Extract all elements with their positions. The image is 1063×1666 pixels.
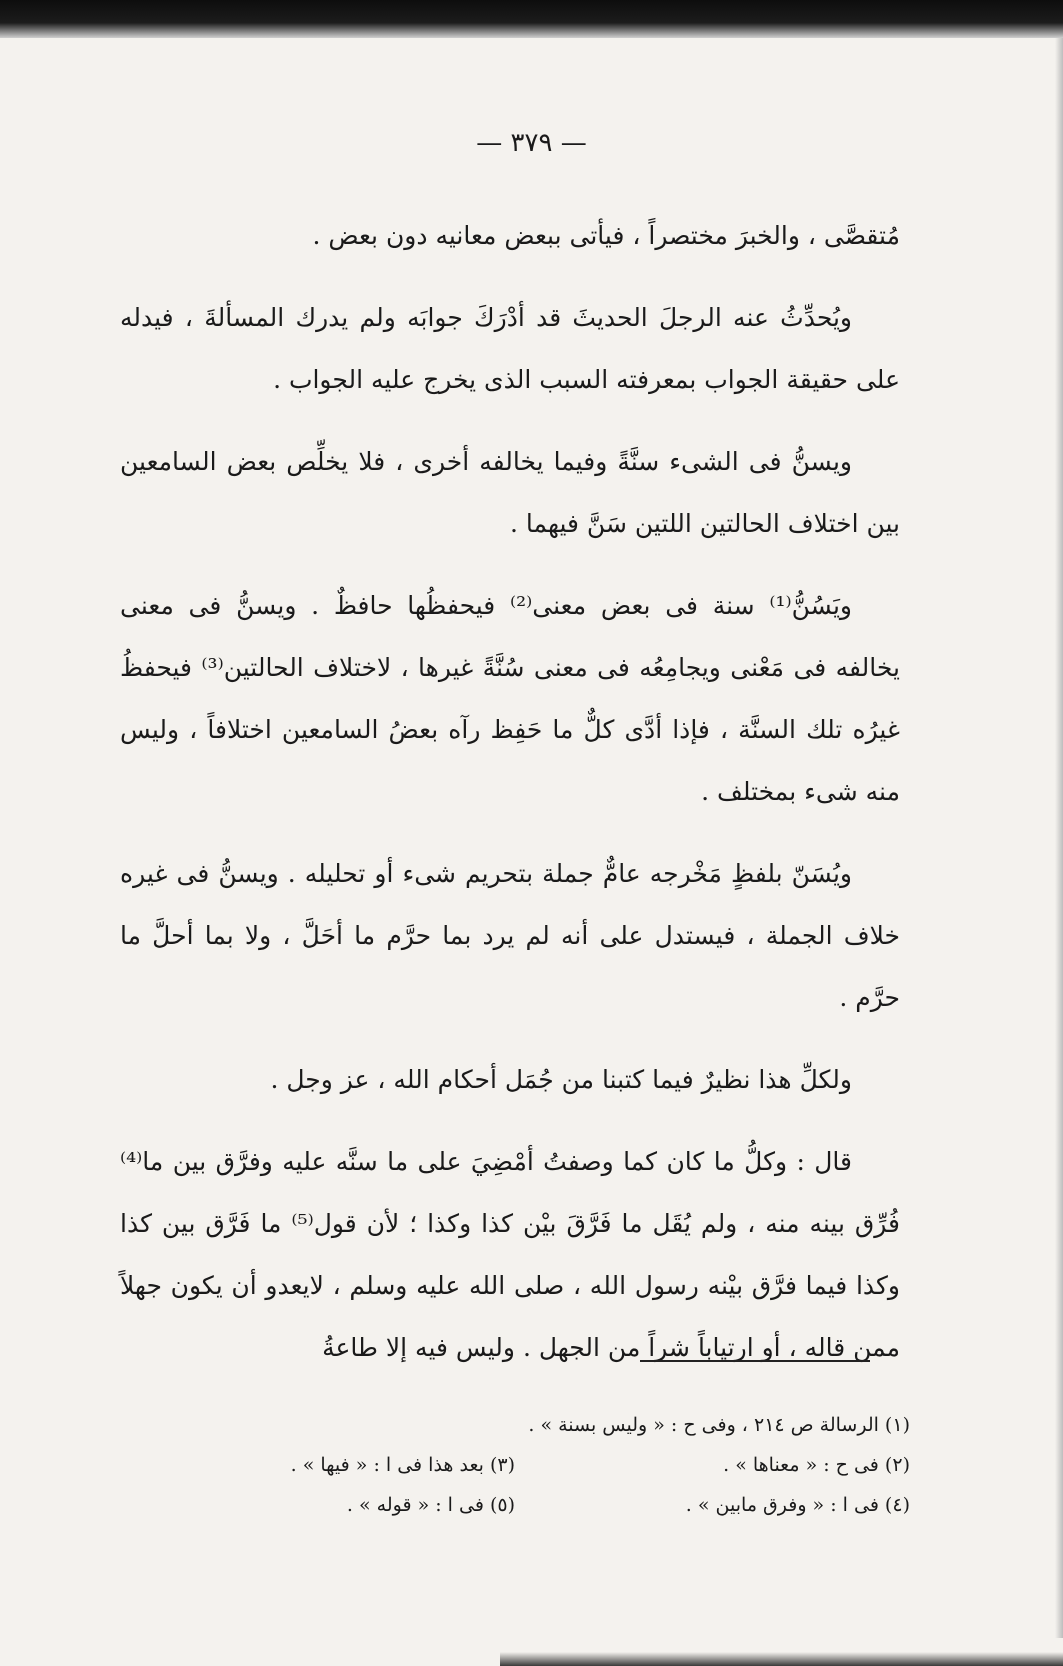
paragraph-7: قال : وكلُّ ما كان كما وصفتُ أمْضِيَ على ما سنَّه عليه وفرَّق بين ما⁽⁴⁾ فُرِّق بينه منه ، ولم يُقَل ما فَرَّقَ بيْن كذا وكذا ؛ لأن قول⁽⁵⁾ ما فَرَّق بين كذا وكذا فيما فرَّق بيْنه رسول الله ، صلى الله عليه وسلم ، لايعدو أن يكون جهلاً ممن قاله ، أو ارتياباً شراً من الجهل . وليس فيه إلا طاعةُ <box>120 1147 900 1362</box>
paragraph-2: ويُحدِّثُ عنه الرجلَ الحديثَ قد أدْرَكَ جوابَه ولم يدرك المسألةَ ، فيدله على حقيقة الجواب بمعرفته السبب الذى يخرج عليه الجواب . <box>120 303 900 394</box>
footnote-3: (٣) بعد هذا فى ا : « فيها » . <box>290 1454 515 1476</box>
paragraph-5: ويُسَنّ بلفظٍ مَخْرجه عامٌّ جملة بتحريم شىء أو تحليله . ويسنُّ فى غيره خلاف الجملة ، فيستدل على أنه لم يرد بما حرَّم ما أحَلَّ ، ولا بما أحلَّ ما حرَّم . <box>120 859 900 1012</box>
footnote-4: (٤) فى ا : « وفرق مابين » . <box>685 1494 910 1516</box>
scan-right-shadow <box>1055 38 1063 1638</box>
footnote-row-1 <box>120 1405 910 1445</box>
footnote-row-2 <box>120 1445 910 1485</box>
paragraph-4: ويَسُنُّ⁽¹⁾ سنة فى بعض معنى⁽²⁾ فيحفظُها حافظٌ . ويسنُّ فى معنى يخالفه فى مَعْنى ويجامِعُه فى معنى سُنَّةً غيرها ، لاختلاف الحالتين⁽³⁾ فيحفظُ غيرُه تلك السنَّة ، فإذا أدَّى كلٌّ ما حَفِظ رآه بعضُ السامعين اختلافاً ، وليس منه شىء بمختلف . <box>120 591 900 806</box>
footnotes <box>120 1405 910 1525</box>
footnote-2: (٢) فى ح : « معناها » . <box>723 1454 910 1476</box>
body-text <box>120 205 900 1399</box>
footnote-row-3 <box>120 1485 910 1525</box>
scan-bottom-edge <box>500 1652 1063 1666</box>
scan-top-edge <box>0 0 1063 38</box>
paragraph-6: ولكلِّ هذا نظيرٌ فيما كتبنا من جُمَل أحكام الله ، عز وجل . <box>270 1065 852 1094</box>
paragraph-1: مُتقصَّى ، والخبرَ مختصراً ، فيأتى ببعض معانيه دون بعض . <box>312 221 900 250</box>
footnote-divider <box>640 1360 870 1362</box>
page-number: — ٣٧٩ — <box>476 128 587 158</box>
paragraph-3: ويسنُّ فى الشىء سنَّةً وفيما يخالفه أخرى ، فلا يخلِّص بعض السامعين بين اختلاف الحالتين اللتين سَنَّ فيهما . <box>120 447 900 538</box>
footnote-1: (١) الرسالة ص ٢١٤ ، وفى ح : « وليس بسنة » . <box>528 1414 910 1436</box>
footnote-5: (٥) فى ا : « قوله » . <box>346 1494 515 1516</box>
